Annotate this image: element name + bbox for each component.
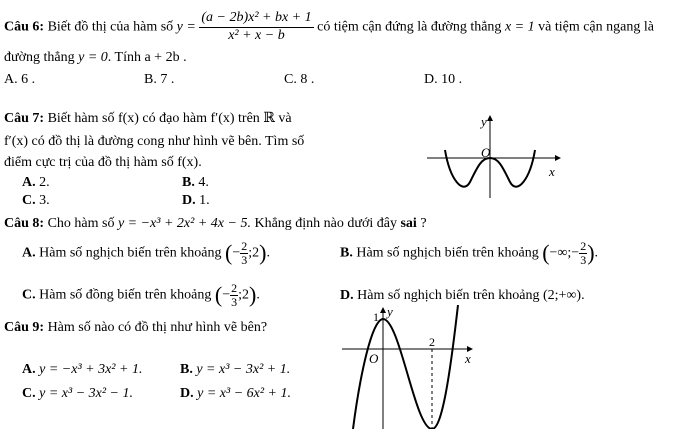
q9-graph-one-label: 1: [373, 310, 379, 324]
q6-frac-denominator: x² + x − b: [228, 27, 285, 43]
q7-graph-x-label: x: [549, 164, 555, 179]
q9-option-c[interactable]: C. y = x³ − 3x² − 1.: [22, 386, 134, 401]
q8-stem: [4, 216, 427, 233]
q9-text: Hàm số nào có đồ thị như hình vẽ bên?: [47, 320, 268, 335]
q7-option-d[interactable]: D. 1.: [182, 193, 210, 208]
q8-text-post: Khẳng định nào dưới đây: [254, 216, 397, 231]
q6-intro: Biết đồ thị của hàm số: [47, 19, 174, 35]
q6-option-c[interactable]: C. 8 .: [284, 72, 315, 87]
q6-line2-pre: đường thẳng: [4, 50, 75, 65]
q6-condition: có tiệm cận đứng là đường thẳng: [317, 19, 502, 35]
q9-stem: [4, 320, 267, 337]
q7-text-line1: Biết hàm số f(x) có đạo hàm f′(x) trên ℝ và: [47, 111, 292, 126]
q7-label: Câu 7:: [4, 111, 45, 126]
q6-line1: [4, 10, 654, 45]
q6-option-a[interactable]: A. 6 .: [4, 72, 36, 87]
q8-option-a[interactable]: A. Hàm số nghịch biến trên khoảng (− $\frac{2}{3}$ ;2).: [22, 239, 270, 267]
q6-fraction: [199, 10, 313, 45]
q8-option-b[interactable]: B. Hàm số nghịch biến trên khoảng (−∞;− $\frac{2}{3}$ ).: [340, 239, 599, 267]
q9-option-d[interactable]: D. y = x³ − 6x² + 1.: [180, 386, 292, 401]
q9-graph-y-label: y: [387, 305, 393, 319]
q6-line2: [4, 50, 187, 67]
q8-qmark: ?: [420, 216, 427, 231]
q6-frac-numerator: (a − 2b)x² + bx + 1: [199, 10, 313, 28]
q6-and: và tiệm cận ngang là: [538, 19, 654, 35]
q7-line2: f′(x) có đồ thị là đường cong như hình vẽ bên. Tìm số: [4, 134, 305, 149]
q6-horizontal-asymptote: y = 0: [78, 50, 108, 65]
q9-curve: [353, 305, 458, 429]
q6-option-d[interactable]: D. 10 .: [424, 72, 463, 87]
q6-line2-post: . Tính a + 2b .: [107, 50, 187, 65]
q7-option-b[interactable]: B. 4.: [182, 175, 209, 190]
q9-option-b[interactable]: B. y = x³ − 3x² + 1.: [180, 362, 291, 377]
q9-graph: [340, 305, 480, 429]
q6-option-b[interactable]: B. 7 .: [144, 72, 175, 87]
q7-line3: điểm cực trị của đồ thị hàm số f(x).: [4, 155, 202, 170]
q6-y-eq: y =: [176, 19, 196, 35]
q9-graph-two-label: 2: [429, 335, 435, 349]
q6-vertical-asymptote: x = 1: [504, 19, 535, 35]
q7-line1: [4, 111, 292, 128]
q7-option-a[interactable]: A. 2.: [22, 175, 50, 190]
q8-label: Câu 8:: [4, 216, 45, 231]
q9-label: Câu 9:: [4, 320, 45, 335]
q7-graph-origin-label: O: [481, 145, 491, 160]
q8-function: y = −x³ + 2x² + 4x − 5.: [117, 216, 251, 231]
q8-option-d[interactable]: D. Hàm số nghịch biến trên khoảng (2;+∞).: [340, 288, 585, 303]
q7-graph-y-label: y: [481, 114, 487, 129]
q6-label: Câu 6:: [4, 19, 45, 35]
q8-text-pre: Cho hàm số: [47, 216, 115, 231]
q8-option-c[interactable]: C. Hàm số đồng biến trên khoảng (− $\frac{2}{3}$ ;2).: [22, 281, 260, 309]
q9-graph-origin-label: O: [369, 351, 379, 366]
q9-option-a[interactable]: A. y = −x³ + 3x² + 1.: [22, 362, 143, 377]
q7-option-c[interactable]: C. 3.: [22, 193, 50, 208]
q7-graph: [425, 110, 575, 200]
q8-keyword-sai: sai: [400, 216, 417, 231]
q9-graph-x-label: x: [465, 351, 471, 366]
